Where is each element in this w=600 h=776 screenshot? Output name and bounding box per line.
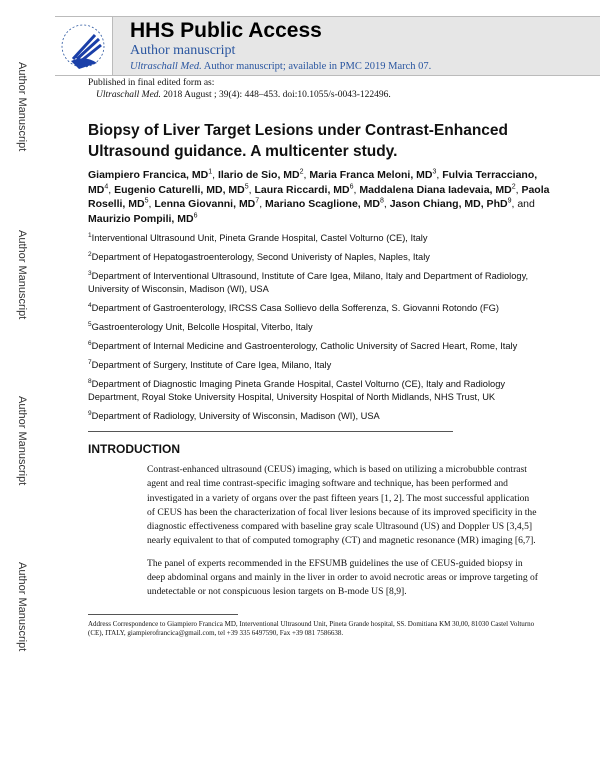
article-title: Biopsy of Liver Target Lesions under Contrast-Enhanced Ultrasound guidance. A multicenter study. [88, 122, 508, 160]
article-body [88, 120, 550, 639]
affiliation-text: Department of Gastroenterology, IRCSS Casa Sollievo della Sofferenza, S. Giovanni Rotondo (FG) [91, 303, 499, 313]
affiliation [88, 340, 550, 353]
affiliation [88, 270, 550, 296]
affiliation-number: 4 [88, 301, 92, 309]
affiliation-text: Department of Hepatogastroenterology, Second Univeristy of Naples, Naples, Italy [91, 252, 430, 262]
hhs-header [55, 16, 600, 76]
published-info [88, 77, 391, 101]
published-citation: 2018 August ; 39(4): 448–453. doi:10.1055/s-0043-122496. [160, 90, 391, 100]
author-affiliation-sup: 8 [379, 197, 384, 205]
published-label: Published in final edited form as: [88, 78, 215, 88]
affiliation-number: 8 [88, 377, 92, 385]
and-text: and [517, 198, 535, 210]
author-name: Mariano Scaglione, MD [265, 198, 380, 210]
hhs-title: HHS Public Access [130, 19, 322, 42]
affiliation-number: 7 [88, 358, 92, 366]
author-affiliation-sup: 1 [208, 168, 213, 176]
affiliation-number: 9 [88, 409, 92, 417]
author-manuscript-label: Author manuscript [130, 43, 236, 58]
affiliation-text: Department of Radiology, University of Wisconsin, Madison (WI), USA [91, 411, 380, 421]
author-affiliation-sup: 9 [507, 197, 512, 205]
hhs-eagle-logo-icon [55, 17, 113, 75]
affiliation [88, 251, 550, 264]
sidebar-label: Author Manuscript [16, 230, 28, 320]
affiliation-text: Department of Interventional Ultrasound, Institute of Care Igea, Milano, Italy and Department of Radiology, University of Wisconsin, Madison (WI), USA [88, 271, 529, 294]
affiliation [88, 410, 550, 423]
author-name: Maria Franca Meloni, MD [309, 169, 433, 181]
author-name: Ilario de Sio, MD [217, 169, 300, 181]
affiliation-text: Department of Internal Medicine and Gastroenterology, Catholic University of Sacred Heart, Rome, Italy [91, 341, 518, 351]
sidebar-label: Author Manuscript [16, 562, 28, 652]
author-name: Laura Riccardi, MD [254, 183, 350, 196]
published-journal: Ultraschall Med. [96, 90, 161, 100]
author-affiliation-sup: 6 [193, 212, 198, 219]
author-affiliation-sup: 7 [255, 197, 260, 205]
journal-name: Ultraschall Med. [130, 61, 202, 72]
affiliation-number: 1 [88, 231, 92, 239]
affiliation [88, 378, 550, 404]
author-affiliation-sup: 2 [511, 183, 516, 190]
affiliation-number: 5 [88, 320, 92, 328]
affiliation-text: Gastroenterology Unit, Belcolle Hospital, Viterbo, Italy [91, 322, 313, 332]
sidebar-label: Author Manuscript [16, 62, 28, 152]
availability-text: Author manuscript; available in PMC 2019 March 07. [201, 61, 432, 72]
affiliation [88, 302, 550, 315]
footnote: Address Correspondence to Giampiero Francica MD, Interventional Ultrasound Unit, Pineta Grande hospital, SS. Domitiana KM 30,00, 81030 Castel Volturno (CE), ITALY, giampierofrancica@gmail.com, tel +39 335 6497590, Fax +39 081 7586638. [88, 619, 535, 638]
affiliation-text: Interventional Ultrasound Unit, Pineta Grande Hospital, Castel Volturno (CE), Italy [91, 233, 428, 243]
paragraph: The panel of experts recommended in the EFSUMB guidelines the use of CEUS-guided biopsy in deep abdominal organs and mainly in the liver in order to avoid necrotic areas or improve targeting of undetectable or not conspicuous lesion targets on B-mode US [8,9]. [147, 557, 539, 598]
divider [88, 431, 453, 432]
affiliation [88, 321, 550, 334]
author-affiliation-sup: 4 [104, 183, 109, 190]
author-affiliation-sup: 5 [244, 183, 249, 190]
footnote-divider [88, 614, 238, 615]
paragraph: Contrast-enhanced ultrasound (CEUS) imaging, which is based on utilizing a microbubble contrast agent and real time contrast-specific imaging software and technique, has been performed and investigated in a variety of organs over the past fifteen years [1, 2]. The most successful application of CEUS has been the characterization of focal liver lesions because of its improved specificity in the diagnostic effectiveness compared with baseline gray scale Ultrasound (US) and Doppler US [3,4,5] nearly equivalent to that of computed tomography (CT) and magnetic resonance (MR) imaging [6,7]. [147, 464, 537, 547]
author-name: Maurizio Pompili, MD [88, 212, 194, 225]
author-affiliation-sup: 6 [349, 183, 354, 190]
affiliation-number: 6 [88, 339, 92, 347]
section-heading: INTRODUCTION [88, 442, 180, 456]
author-name: Jason Chiang, MD, PhD [389, 198, 508, 210]
sidebar-label: Author Manuscript [16, 396, 28, 486]
author-name: Eugenio Caturelli, MD, MD [114, 183, 245, 196]
author-name: Maddalena Diana Iadevaia, MD [359, 183, 512, 196]
author-affiliation-sup: 5 [144, 197, 149, 205]
affiliation-text: Department of Surgery, Institute of Care Igea, Milano, Italy [91, 360, 332, 370]
author-list: Giampiero Francica, $MD^1$, Ilario de Sio, $MD^2$, Maria Franca Meloni, $MD^3$, Fulvia Terracciano, $MD^4$, Eugenio Caturelli, MD, $MD^5$, Laura Riccardi, $MD^6$, Maddalena Diana Iadevaia, $MD^2$, Paola Roselli, $MD^5$, Lenna Giovanni, $MD^7$, Mariano Scaglione, $MD^8$, Jason Chiang, MD, PhD$^9$, and Maurizio Pompili, $MD^6$ [88, 168, 550, 225]
affiliation-list [88, 232, 550, 423]
availability-line [130, 60, 431, 73]
affiliation-number: 3 [88, 269, 92, 277]
author-name: Giampiero Francica, MD [88, 169, 209, 181]
affiliation [88, 359, 550, 372]
author-affiliation-sup: 3 [432, 168, 437, 176]
affiliation [88, 232, 550, 245]
affiliation-number: 2 [88, 250, 92, 258]
author-name: Lenna Giovanni, MD [154, 198, 256, 210]
affiliation-text: Department of Diagnostic Imaging Pineta Grande Hospital, Castel Volturno (CE), Italy and Radiology Department, Royal Stoke University Hospital, University Hospital of North Midlands, NHS Trust, UK [88, 379, 506, 402]
author-affiliation-sup: 2 [299, 168, 304, 176]
author-name: Fulvia Terracciano, MD [88, 169, 538, 196]
author-name: Paola Roselli, MD [88, 183, 550, 210]
